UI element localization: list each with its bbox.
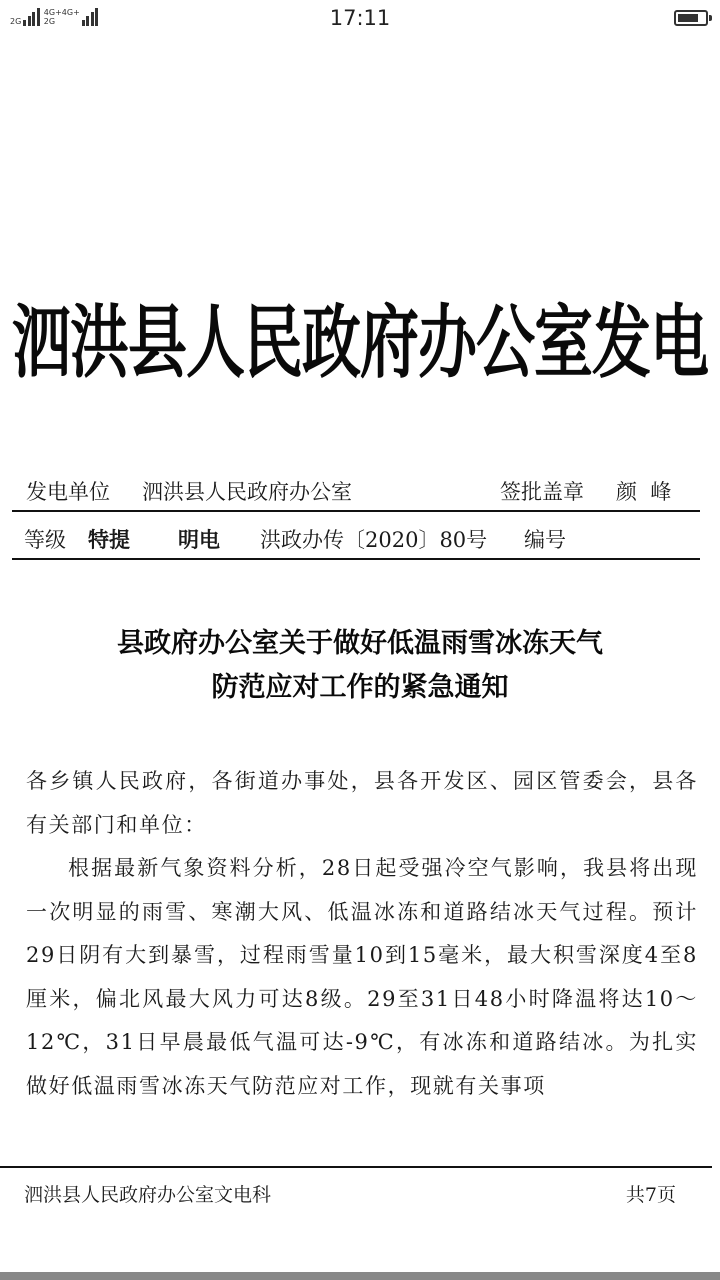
body-paragraph-1: 根据最新气象资料分析，28日起受强冷空气影响，我县将出现一次明显的雨雪、寒潮大风、低温冰冻和道路结冰天气过程。预计29日阴有大到暴雪，过程雨雪量10到15毫米，最大积雪深度4至8厘米，偏北风最大风力可达8级。29至31日48小时降温将达10～12℃，31日早晨最低气温可达-9℃，有冰冻和道路结冰。为扎实做好低温雨雪冰冻天气防范应对工作，现就有关事项 [26,856,698,1098]
issuer-value: 泗洪县人民政府办公室 [142,480,352,504]
bottom-edge-bar [0,1272,720,1280]
document-title [0,622,720,710]
status-time: 17:11 [329,6,391,30]
footer-divider [0,1166,712,1168]
header-divider-1 [12,510,700,512]
footer-office: 泗洪县人民政府办公室文电科 [24,1184,272,1206]
document-title-line-1: 县政府办公室关于做好低温雨雪冰冻天气 [117,628,603,659]
document-body [26,760,698,1108]
document-number: 洪政办传〔2020〕80号 [260,528,488,552]
level-value: 特提 [88,528,130,552]
header-row-level [12,522,700,556]
signal-2-label: 4G+4G+ 2G [43,8,80,26]
approval-label: 签批盖章 [500,480,584,504]
issuer-label: 发电单位 [26,480,110,504]
status-bar [0,0,720,38]
addressee: 各乡镇人民政府，各街道办事处，县各开发区、园区管委会，县各有关部门和单位： [26,769,698,837]
level-label: 等级 [24,528,66,552]
approval-value: 颜 峰 [616,480,672,504]
header-divider-2 [12,558,700,560]
signal-1-label: 2G [10,17,22,26]
masthead-title: 泗洪县人民政府办公室发电 [11,295,708,389]
footer-page-count: 共7页 [625,1184,676,1206]
serial-label: 编号 [524,528,566,552]
transmission-type: 明电 [178,528,220,552]
header-row-issuer [12,474,700,508]
document-title-line-2: 防范应对工作的紧急通知 [211,672,509,703]
battery-icon [674,10,708,26]
